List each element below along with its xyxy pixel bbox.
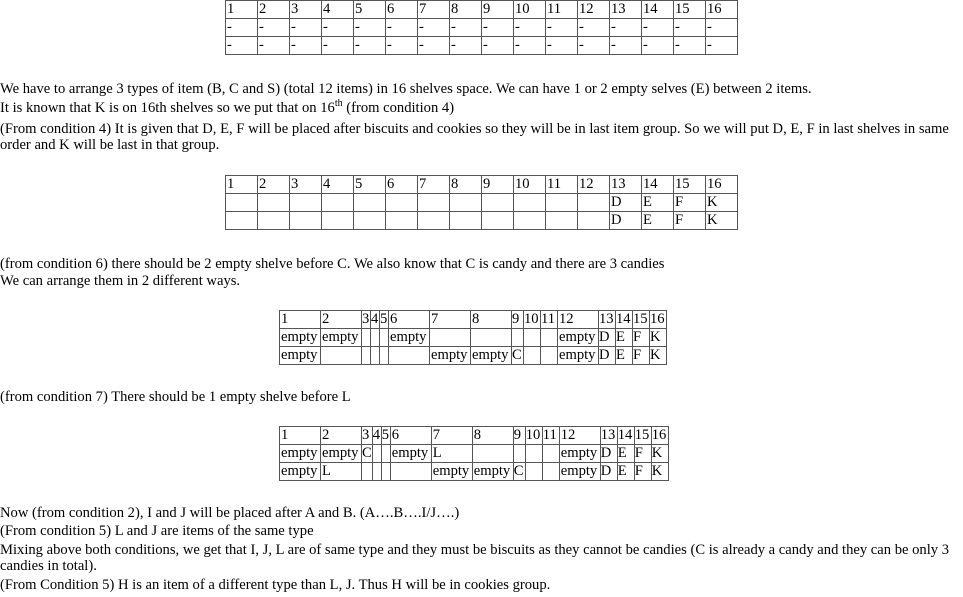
table-cell: - <box>418 37 450 55</box>
table-cell: empty <box>280 445 321 463</box>
table-cell: 9 <box>512 311 524 329</box>
table-cell: K <box>706 212 738 230</box>
table-cell: 8 <box>450 1 482 19</box>
table-header-row <box>226 1 738 19</box>
table-cell: 8 <box>471 311 512 329</box>
table-cell <box>386 194 418 212</box>
table-cell: 3 <box>290 176 322 194</box>
paragraph-condition-6: (from condition 6) there should be 2 empty shelve before C. We also know that C is candy and there are 3 candies <box>0 256 665 272</box>
table-cell: 16 <box>706 176 738 194</box>
table-cell: - <box>514 37 546 55</box>
table-cell <box>381 445 390 463</box>
table-cell: 12 <box>578 176 610 194</box>
table-cell: - <box>610 19 642 37</box>
table-cell <box>524 347 541 365</box>
table-cell <box>472 445 513 463</box>
table-cell: F <box>674 212 706 230</box>
table-row <box>226 19 738 37</box>
table-cell <box>542 463 559 481</box>
table-cell: 13 <box>599 311 614 327</box>
table-cell <box>321 347 362 365</box>
table-cell: L <box>321 463 362 481</box>
table-cell <box>226 194 258 212</box>
table-cell: K <box>650 347 667 365</box>
table-cell: 6 <box>386 176 418 194</box>
table-cell: 10 <box>514 176 546 194</box>
table-row <box>226 37 738 55</box>
table-cell: empty <box>280 347 321 365</box>
table-row <box>280 347 667 365</box>
table-cell: - <box>450 37 482 55</box>
table-cell: 1 <box>226 1 258 19</box>
table-cell: - <box>322 37 354 55</box>
table-cell: L <box>431 445 472 463</box>
table-cell: 5 <box>381 427 390 443</box>
table-cell: empty <box>321 445 362 463</box>
table-header-row <box>280 427 669 445</box>
table-cell: E <box>642 212 674 230</box>
table-cell: E <box>616 347 633 365</box>
paragraph-condition-2: Now (from condition 2), I and J will be placed after A and B. (A….B….I/J….) <box>0 505 460 521</box>
table-cell: 12 <box>559 427 600 445</box>
table-cell: 2 <box>258 176 290 194</box>
table-cell: 7 <box>418 1 450 19</box>
table-cell <box>381 463 390 481</box>
table-cell <box>525 463 542 481</box>
table-cell: - <box>514 19 546 37</box>
paragraph-text: It is known that K is on 16th shelves so we put that on 16 <box>0 100 335 116</box>
table-cell: 11 <box>546 176 578 194</box>
superscript: th <box>334 98 343 110</box>
table-cell: 16 <box>706 1 738 19</box>
table-cell <box>322 194 354 212</box>
table-cell: - <box>546 37 578 55</box>
table-cell <box>362 463 373 481</box>
table-cell: K <box>706 194 738 212</box>
table-cell <box>371 329 380 347</box>
table-cell: empty <box>430 347 471 365</box>
table-cell: 5 <box>354 176 386 194</box>
table-cell <box>513 445 525 463</box>
candy-arrangement-table <box>279 310 667 365</box>
table-cell: - <box>290 37 322 55</box>
table-cell: 6 <box>390 427 431 445</box>
table-cell <box>514 194 546 212</box>
table-cell: 3 <box>362 311 370 327</box>
table-cell: C <box>513 463 524 479</box>
table-header-row <box>280 311 667 329</box>
table-cell <box>524 329 541 347</box>
table-cell: empty <box>321 329 362 347</box>
table-cell: 12 <box>558 311 599 329</box>
table-cell: 10 <box>524 311 539 327</box>
table-cell <box>258 194 290 212</box>
table-row <box>280 463 669 481</box>
paragraph-text: (from condition 4) <box>342 100 455 116</box>
table-cell: F <box>674 194 706 212</box>
table-cell <box>362 347 371 365</box>
table-cell: 4 <box>372 427 381 443</box>
table-cell: - <box>450 19 482 37</box>
table-cell <box>482 194 514 212</box>
paragraph-intro: We have to arrange 3 types of item (B, C and S) (total 12 items) in 16 shelves space. We can have 1 or 2 empty selves (E) between 2 items. <box>0 81 812 97</box>
table-cell <box>226 212 258 230</box>
table-cell: 11 <box>542 427 559 445</box>
table-cell: 13 <box>610 176 642 194</box>
table-cell: 1 <box>280 427 321 445</box>
table-cell: - <box>258 19 290 37</box>
table-cell: - <box>706 19 738 37</box>
table-cell <box>471 329 512 347</box>
table-cell: 16 <box>650 311 665 327</box>
table-cell: empty <box>472 463 513 481</box>
table-cell <box>372 445 381 463</box>
table-row <box>226 212 738 230</box>
table-cell: 3 <box>362 427 373 445</box>
table-cell <box>362 329 371 347</box>
table-cell: F <box>633 329 650 347</box>
paragraph-k-position <box>0 100 454 116</box>
table-cell: - <box>482 19 514 37</box>
table-cell <box>541 347 558 365</box>
table-cell: 6 <box>389 311 430 329</box>
table-cell: 7 <box>418 176 450 194</box>
table-cell: 7 <box>431 427 472 445</box>
table-cell: 4 <box>322 1 354 19</box>
table-cell: - <box>226 19 258 37</box>
table-cell: - <box>578 37 610 55</box>
paragraph-two-ways: We can arrange them in 2 different ways. <box>0 273 241 289</box>
table-cell <box>322 212 354 230</box>
table-row <box>280 329 667 347</box>
table-cell: E <box>616 329 633 347</box>
table-cell <box>578 212 610 230</box>
table-cell <box>514 212 546 230</box>
table-cell: 9 <box>482 176 514 194</box>
empty-shelves-table <box>225 0 738 55</box>
table-cell: empty <box>559 463 600 481</box>
def-k-table <box>225 175 738 230</box>
table-cell: 14 <box>642 1 674 19</box>
table-cell: empty <box>558 329 599 347</box>
table-cell <box>525 445 542 463</box>
table-cell: - <box>706 37 738 55</box>
table-cell: C <box>362 445 372 461</box>
table-cell <box>482 212 514 230</box>
table-cell <box>372 463 381 481</box>
table-cell <box>541 329 558 347</box>
table-cell: 13 <box>600 427 616 443</box>
table-cell: D <box>610 194 642 212</box>
table-cell: F <box>633 347 650 365</box>
table-cell <box>380 347 389 365</box>
table-cell: - <box>578 19 610 37</box>
table-cell: 4 <box>322 176 354 194</box>
table-cell: 9 <box>482 1 514 19</box>
table-cell: empty <box>558 347 599 365</box>
table-cell: 6 <box>386 1 418 19</box>
l-arrangement-table <box>279 426 669 481</box>
table-cell <box>290 212 322 230</box>
table-cell: 12 <box>578 1 610 19</box>
table-cell <box>546 194 578 212</box>
table-cell: - <box>258 37 290 55</box>
table-row <box>280 445 669 463</box>
table-cell: 1 <box>280 311 321 329</box>
table-cell: empty <box>280 463 321 481</box>
table-cell: 15 <box>674 176 706 194</box>
table-cell <box>290 194 322 212</box>
table-cell <box>546 212 578 230</box>
table-cell <box>512 329 524 347</box>
table-cell: - <box>226 37 258 55</box>
table-cell: 10 <box>514 1 546 19</box>
table-header-row <box>226 176 738 194</box>
table-row <box>226 194 738 212</box>
table-cell: D <box>600 463 617 481</box>
table-cell <box>418 212 450 230</box>
table-cell <box>390 463 431 481</box>
table-cell <box>380 329 389 347</box>
table-cell: - <box>610 37 642 55</box>
table-cell: 14 <box>642 176 674 194</box>
table-cell: E <box>617 463 634 481</box>
table-cell: - <box>482 37 514 55</box>
table-cell: K <box>651 445 668 463</box>
table-cell <box>354 194 386 212</box>
table-cell: 10 <box>525 427 541 443</box>
table-cell: 3 <box>290 1 322 19</box>
table-cell: 2 <box>321 427 362 445</box>
table-cell: 8 <box>472 427 513 445</box>
table-cell: 15 <box>634 427 650 443</box>
table-cell: - <box>674 19 706 37</box>
table-cell <box>578 194 610 212</box>
table-cell: 1 <box>226 176 258 194</box>
table-cell: F <box>634 463 651 481</box>
table-cell <box>418 194 450 212</box>
table-cell: - <box>322 19 354 37</box>
table-cell: 5 <box>380 311 388 327</box>
table-cell <box>386 212 418 230</box>
table-cell: 7 <box>430 311 471 329</box>
table-cell: E <box>617 445 634 463</box>
paragraph-condition-5: (From condition 5) L and J are items of the same type <box>0 523 314 539</box>
table-cell: 14 <box>616 311 631 327</box>
table-cell <box>258 212 290 230</box>
table-cell <box>371 347 380 365</box>
table-cell: - <box>418 19 450 37</box>
table-cell: - <box>354 37 386 55</box>
table-cell <box>354 212 386 230</box>
table-cell: 11 <box>541 311 558 329</box>
table-cell: K <box>651 463 668 481</box>
table-cell: 8 <box>450 176 482 194</box>
table-cell: D <box>600 445 617 463</box>
table-cell: D <box>610 212 642 230</box>
table-cell: 5 <box>354 1 386 19</box>
table-cell: - <box>546 19 578 37</box>
table-cell: C <box>512 347 522 363</box>
table-cell: - <box>354 19 386 37</box>
table-cell: 9 <box>513 427 525 445</box>
table-cell: empty <box>559 445 600 463</box>
table-cell: F <box>634 445 651 463</box>
table-cell: empty <box>431 463 472 481</box>
table-cell: 4 <box>371 311 379 327</box>
table-cell: E <box>642 194 674 212</box>
table-cell: - <box>642 37 674 55</box>
paragraph-condition-4: (From condition 4) It is given that D, E, F will be placed after biscuits and cookies so they will be in last item group. So we will put D, E, F in last shelves in same order and K will be last in that group. <box>0 121 949 153</box>
table-cell: - <box>642 19 674 37</box>
table-cell: 16 <box>651 427 667 443</box>
table-cell: empty <box>390 445 431 463</box>
table-cell: K <box>650 329 667 347</box>
table-cell: 15 <box>674 1 706 19</box>
table-cell: 2 <box>321 311 362 329</box>
table-cell: 11 <box>546 1 578 19</box>
table-cell <box>389 347 430 365</box>
table-cell: empty <box>471 347 512 365</box>
table-cell <box>430 329 471 347</box>
table-cell: - <box>290 19 322 37</box>
table-cell: D <box>599 347 616 365</box>
paragraph-h-cookies: (From Condition 5) H is an item of a different type than L, J. Thus H will be in cookies group. <box>0 577 551 593</box>
table-cell <box>542 445 559 463</box>
table-cell <box>450 212 482 230</box>
table-cell: 13 <box>610 1 642 19</box>
table-cell: - <box>386 19 418 37</box>
table-cell: - <box>386 37 418 55</box>
paragraph-mixing: Mixing above both conditions, we get that I, J, L are of same type and they must be biscuits as they cannot be candies (C is already a candy and they can be only 3 candies in total). <box>0 542 950 574</box>
table-cell: - <box>674 37 706 55</box>
paragraph-condition-7: (from condition 7) There should be 1 empty shelve before L <box>0 389 351 405</box>
table-cell: empty <box>389 329 430 347</box>
table-cell: D <box>599 329 616 347</box>
table-cell: empty <box>280 329 321 347</box>
table-cell: 14 <box>617 427 633 443</box>
table-cell <box>450 194 482 212</box>
table-cell: 15 <box>633 311 648 327</box>
table-cell: 2 <box>258 1 290 19</box>
